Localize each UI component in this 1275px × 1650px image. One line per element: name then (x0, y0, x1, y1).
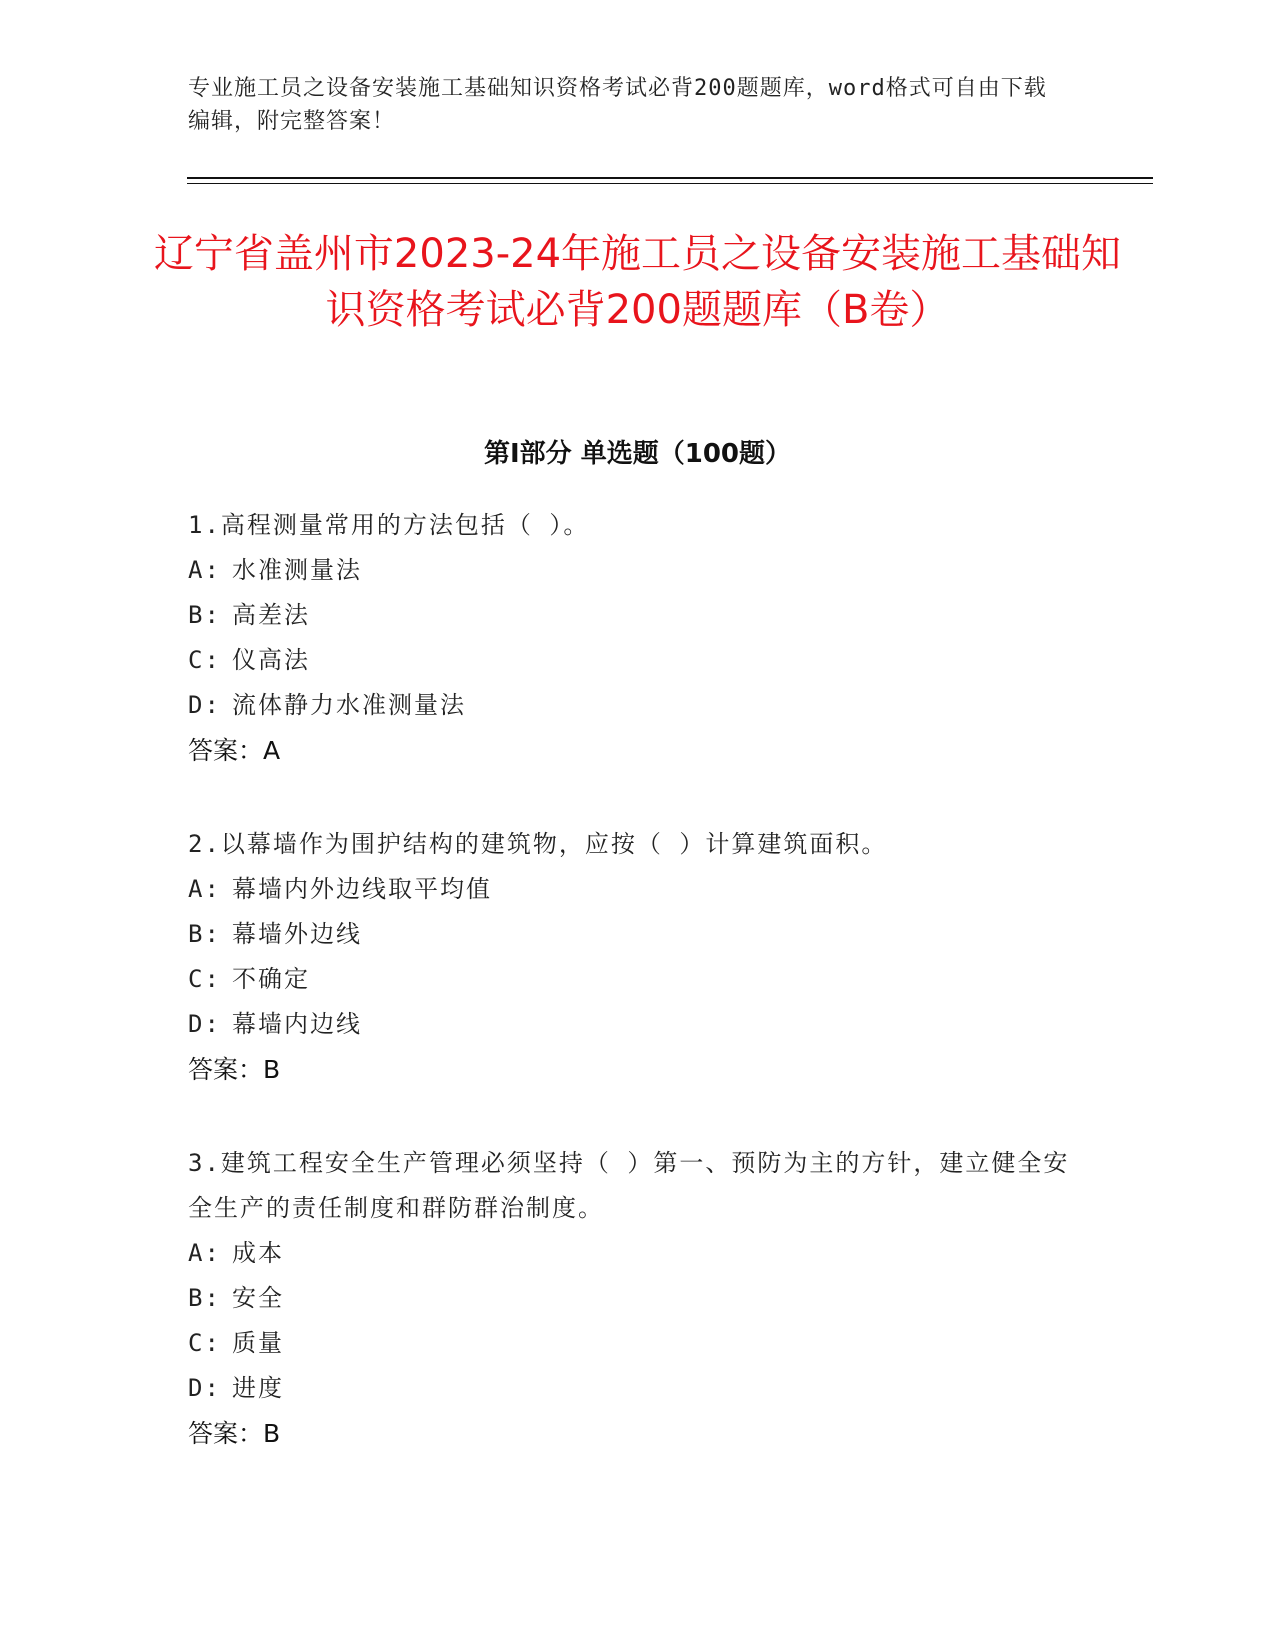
option-key: B: (188, 601, 221, 629)
option-c (188, 1321, 1088, 1366)
option-b (188, 912, 1088, 957)
option-a (188, 867, 1088, 912)
option-key: C: (188, 965, 221, 993)
option-text: 质量 (232, 1329, 284, 1357)
option-text: 幕墙外边线 (232, 920, 362, 948)
question-stem: 1.高程测量常用的方法包括（ ）。 (188, 511, 590, 539)
option-text: 进度 (232, 1374, 284, 1402)
option-d (188, 683, 1088, 728)
section-title: 第I部分 单选题（100题） (484, 439, 791, 469)
option-d (188, 1366, 1088, 1411)
option-text: 不确定 (232, 965, 310, 993)
option-a (188, 1231, 1088, 1276)
option-key: C: (188, 1329, 221, 1357)
option-key: A: (188, 875, 221, 903)
question-3 (188, 1141, 1088, 1456)
option-text: 仪高法 (232, 646, 310, 674)
option-text: 水准测量法 (232, 556, 362, 584)
question-1 (188, 503, 1088, 773)
option-key: D: (188, 1010, 221, 1038)
header-divider-thick (187, 177, 1153, 179)
option-b (188, 593, 1088, 638)
option-key: B: (188, 1284, 221, 1312)
option-key: D: (188, 1374, 221, 1402)
option-text: 幕墙内边线 (232, 1010, 362, 1038)
question-stem: 2.以幕墙作为围护结构的建筑物，应按（ ）计算建筑面积。 (188, 830, 888, 858)
option-text: 安全 (232, 1284, 284, 1312)
option-text: 流体静力水准测量法 (232, 691, 466, 719)
answer: 答案：A (188, 736, 281, 765)
option-key: D: (188, 691, 221, 719)
header-note: 专业施工员之设备安装施工基础知识资格考试必背200题题库，word格式可自由下载编辑，附完整答案！ (188, 76, 1047, 134)
option-key: B: (188, 920, 221, 948)
option-text: 高差法 (232, 601, 310, 629)
question-2 (188, 822, 1088, 1092)
option-text: 成本 (232, 1239, 284, 1267)
option-a (188, 548, 1088, 593)
answer: 答案：B (188, 1055, 281, 1084)
option-key: A: (188, 556, 221, 584)
option-c (188, 957, 1088, 1002)
question-stem: 3.建筑工程安全生产管理必须坚持（ ）第一、预防为主的方针，建立健全安全生产的责任制度和群防群治制度。 (188, 1149, 1070, 1222)
header-divider-thin (187, 183, 1153, 184)
option-d (188, 1002, 1088, 1047)
option-text: 幕墙内外边线取平均值 (232, 875, 492, 903)
document-title: 辽宁省盖州市2023-24年施工员之设备安装施工基础知识资格考试必背200题题库（B卷） (153, 231, 1122, 333)
option-b (188, 1276, 1088, 1321)
option-key: A: (188, 1239, 221, 1267)
answer: 答案：B (188, 1419, 281, 1448)
option-c (188, 638, 1088, 683)
option-key: C: (188, 646, 221, 674)
